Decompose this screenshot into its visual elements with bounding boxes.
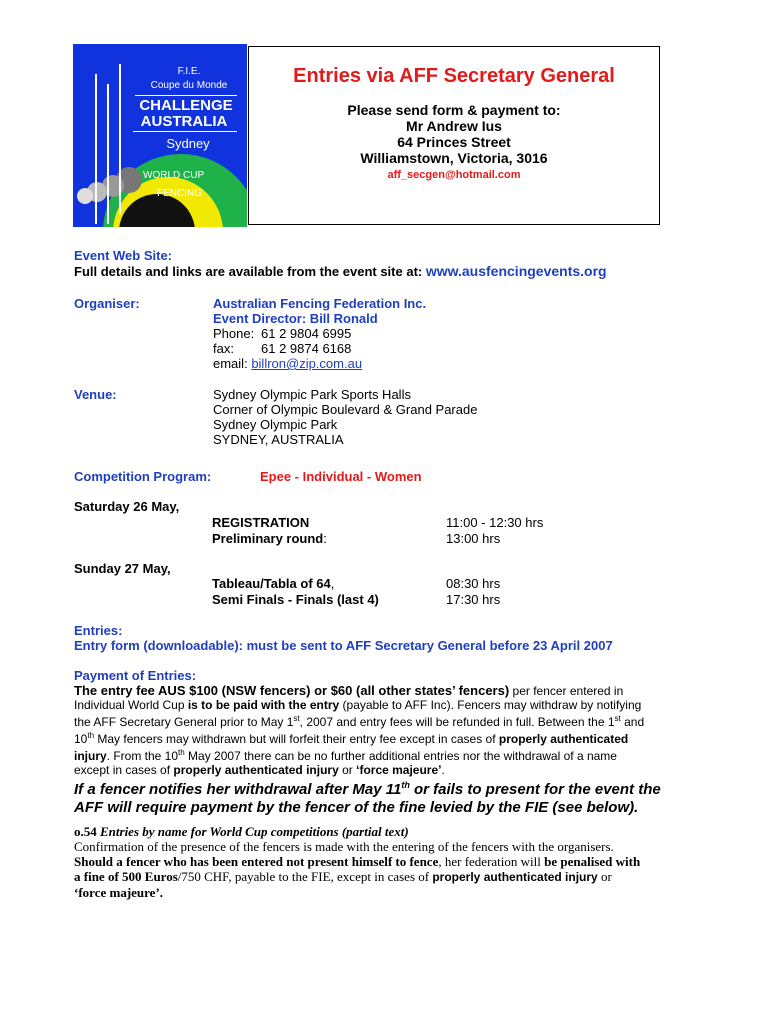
- logo-world-cup: WORLD CUP: [143, 170, 205, 181]
- payment-line-4: 10th May fencers may withdrawn but will forfeit their entry fee except in cases of properly authenticated: [74, 731, 629, 746]
- logo-city: Sydney: [166, 136, 210, 151]
- event-director: Event Director: Bill Ronald: [213, 311, 378, 326]
- entries-text: Entry form (downloadable): must be sent to AFF Secretary General before 23 April 2007: [74, 638, 613, 653]
- website-link[interactable]: www.ausfencingevents.org: [425, 263, 607, 279]
- payment-line-2: Individual World Cup is to be paid with the entry (payable to AFF Inc). Fencers may withdraw by notifying: [74, 698, 642, 712]
- sat-item-time: 13:00 hrs: [446, 531, 501, 546]
- rule-line-2: Should a fencer who has been entered not present himself to fence, her federation will be penalised with: [74, 854, 641, 869]
- send-line: Please send form & payment to:: [347, 102, 561, 118]
- payment-label: Payment of Entries:: [74, 668, 197, 683]
- venue-line: Sydney Olympic Park Sports Halls: [213, 387, 411, 402]
- entries-label: Entries:: [74, 623, 123, 638]
- venue-block: [213, 387, 477, 447]
- organiser-email-link[interactable]: billron@zip.com.au: [251, 356, 363, 371]
- fax-value: 61 2 9874 6168: [261, 341, 352, 356]
- contact-street: 64 Princes Street: [397, 134, 511, 150]
- warning-line-1: If a fencer notifies her withdrawal after May 11th or fails to present for the event the: [74, 780, 661, 798]
- rule-heading: o.54 Entries by name for World Cup competitions (partial text): [74, 824, 409, 839]
- event-logo: [73, 44, 247, 227]
- payment-body: [74, 683, 694, 777]
- program-event: Epee - Individual - Women: [260, 469, 422, 484]
- venue-line: SYDNEY, AUSTRALIA: [213, 432, 344, 447]
- organiser-name: Australian Fencing Federation Inc.: [213, 296, 427, 311]
- logo-fie: F.I.E.: [177, 66, 201, 77]
- payment-line-6: except in cases of properly authenticated injury or ‘force majeure’.: [74, 763, 445, 777]
- rule-line-1: Confirmation of the presence of the fencers is made with the entering of the fencers with the organisers.: [74, 839, 614, 854]
- sun-item-label: Tableau/Tabla of 64,: [212, 576, 335, 591]
- contact-header-box: [248, 46, 660, 225]
- phone-label: Phone:: [213, 326, 255, 341]
- organiser-label: Organiser:: [74, 296, 140, 311]
- program-label: Competition Program:: [74, 469, 212, 484]
- website-text: Full details and links are available from the event site at:: [74, 264, 423, 279]
- email-label: email:: [213, 356, 248, 371]
- website-line: [74, 264, 607, 279]
- fie-rule-block: [74, 824, 704, 900]
- rule-line-3: a fine of 500 Euros/750 CHF, payable to the FIE, except in cases of properly authenticated injury or: [74, 869, 612, 884]
- page-title: Entries via AFF Secretary General: [293, 65, 615, 87]
- sat-item-label: REGISTRATION: [212, 515, 310, 530]
- phone-value: 61 2 9804 6995: [261, 326, 352, 341]
- sat-item-time: 11:00 - 12:30 hrs: [446, 515, 544, 530]
- sun-item-time: 08:30 hrs: [446, 576, 501, 591]
- phone-row: [213, 326, 426, 341]
- withdrawal-warning: [74, 776, 661, 817]
- logo-fencing: FENCING: [157, 188, 202, 199]
- logo-challenge: CHALLENGE: [139, 97, 233, 114]
- sun-item-label: Semi Finals - Finals (last 4): [212, 592, 379, 607]
- payment-line-3: the AFF Secretary General prior to May 1st, 2007 and entry fees will be refunded in full. Between the 1st and: [74, 714, 645, 729]
- fax-label: fax:: [213, 341, 234, 356]
- contact-name: Mr Andrew Ius: [406, 118, 502, 134]
- venue-line: Corner of Olympic Boulevard & Grand Parade: [213, 402, 478, 417]
- contact-email[interactable]: aff_secgen@hotmail.com: [387, 169, 521, 181]
- sat-item-label: Preliminary round:: [212, 531, 327, 546]
- email-row: [213, 356, 426, 371]
- logo-australia: AUSTRALIA: [140, 113, 228, 130]
- warning-line-2: AFF will require payment by the fencer of the fine levied by the FIE (see below).: [74, 799, 639, 816]
- payment-line-5: injury. From the 10th May 2007 there can be no further additional entries nor the withdrawal of a name: [74, 748, 617, 763]
- fax-row: [213, 341, 426, 356]
- logo-coupe: Coupe du Monde: [150, 80, 228, 91]
- rule-line-4: ‘force majeure’.: [74, 885, 164, 900]
- venue-label: Venue:: [74, 387, 117, 402]
- sun-item-time: 17:30 hrs: [446, 592, 501, 607]
- saturday-heading: Saturday 26 May,: [74, 499, 180, 514]
- venue-line: Sydney Olympic Park: [213, 417, 338, 432]
- contact-town: Williamstown, Victoria, 3016: [360, 150, 548, 166]
- sunday-heading: Sunday 27 May,: [74, 561, 171, 576]
- website-label: Event Web Site:: [74, 248, 173, 263]
- organiser-block: [213, 296, 426, 371]
- payment-line-1: The entry fee AUS $100 (NSW fencers) or $60 (all other states’ fencers) per fencer entered in: [74, 683, 624, 698]
